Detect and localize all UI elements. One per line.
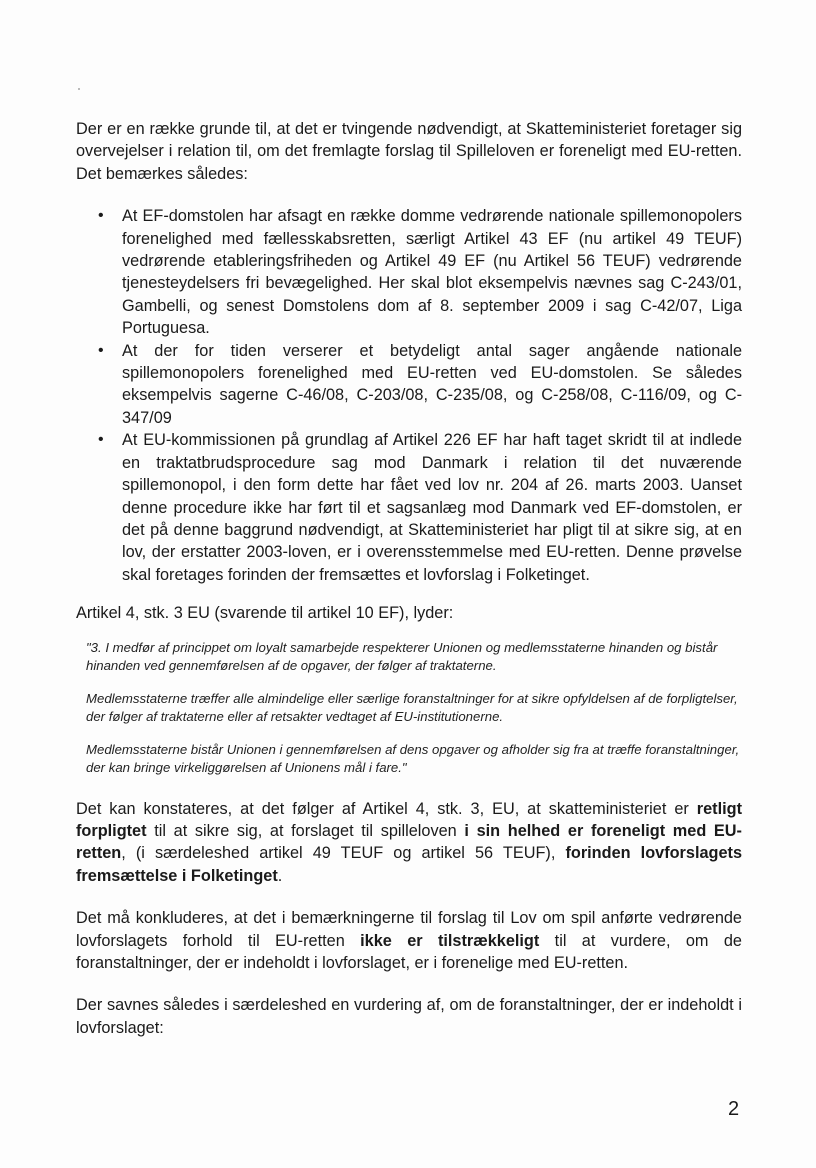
emphasis: ikke er tilstrækkeligt: [360, 931, 540, 950]
emphasis: forinden lovforslagets fremsættelse i Folketinget: [76, 844, 743, 885]
bullet-icon: •: [98, 207, 104, 225]
bullet-item: • At EF-domstolen har afsagt en række domme vedrørende nationale spillemonopolers forenelighed med fællesskabsretten, særligt Artikel 43 EF (nu artikel 49 TEUF) vedrørende etableringsfriheden og Artikel 49 EF (nu Artikel 56 TEUF) vedrørende tjenesteydelsers fri bevægelighed. Her skal blot eksempelvis nævnes sag C-243/01, Gambelli, og senest Domstolens dom af 8. september 2009 i sag C-42/07, Liga Portuguesa.: [98, 207, 742, 338]
quote-paragraph: Medlemsstaterne bistår Unionen i gennemførelsen af dens opgaver og afholder sig fra at træffe foranstaltninger, der kan bringe virkeliggørelsen af Unionens mål i fare.": [86, 741, 740, 776]
emphasis: retligt forpligtet: [76, 799, 742, 840]
bullet-item: • At der for tiden verserer et betydeligt antal sager angående nationale spillemonopolers forenelighed med EU-retten ved EU-domstolen. Se således eksempelvis sagerne C-46/08, C-203/08, C-235/08, og C-258/08, C-116/09, og C-347/09: [98, 341, 742, 427]
intro-paragraph: Der er en række grunde til, at det er tvingende nødvendigt, at Skatteministeriet foretager sig overvejelser i relation til, om det fremlagte forslag til Spilleloven er foreneligt med EU-retten. Det bemærkes således:: [76, 120, 742, 183]
quoted-article: [86, 639, 742, 778]
quote-paragraph: Medlemsstaterne træffer alle almindelige eller særlige foranstaltninger for at sikre opfyldelsen af de forpligtelser, der følger af traktaterne eller af retsakter vedtaget af EU-institutionerne.: [86, 690, 738, 725]
bullet-icon: •: [98, 431, 104, 449]
quote-lead: Artikel 4, stk. 3 EU (svarende til artikel 10 EF), lyder:: [76, 604, 454, 623]
page-number: 2: [728, 1098, 740, 1120]
page-content: [76, 118, 742, 1039]
bullet-item: • At EU-kommissionen på grundlag af Artikel 226 EF har haft taget skridt til at indlede en traktatbrudsprocedure sag mod Danmark i relation til det nuværende spillemonopol, i den form dette har fået ved lov nr. 204 af 26. marts 2003. Uanset denne procedure ikke har ført til et sagsanlæg mod Danmark ved EF-domstolen, er det på denne baggrund nødvendigt, at Skatteministeriet har pligt til at sikre sig, at en lov, der erstatter 2003-loven, er i overensstemmelse med EU-retten. Denne prøvelse skal foretages forinden der fremsættes et lovforslag i Folketinget.: [98, 431, 742, 584]
bullet-icon: •: [98, 341, 104, 359]
conclusion-paragraph-1: Det kan konstateres, at det følger af Artikel 4, stk. 3, EU, at skatteministeriet er retligt forpligtet til at sikre sig, at forslaget til spilleloven i sin helhed er foreneligt med EU-retten, (i særdeleshed artikel 49 TEUF og artikel 56 TEUF), forinden lovforslagets fremsættelse i Folketinget.: [76, 799, 743, 885]
conclusion-paragraph-2: Det må konkluderes, at det i bemærkningerne til forslag til Lov om spil anførte vedrørende lovforslagets forhold til EU-retten ikke er tilstrækkeligt til at vurdere, om de foranstaltninger, der er indeholdt i lovforslaget, er i forenelige med EU-retten.: [76, 909, 742, 972]
emphasis: i sin helhed er foreneligt med EU-retten: [76, 821, 742, 863]
scan-speck: [78, 88, 80, 90]
conclusion-paragraph-3: Der savnes således i særdeleshed en vurdering af, om de foranstaltninger, der er indeholdt i lovforslaget:: [76, 996, 742, 1037]
quote-paragraph: "3. I medfør af princippet om loyalt samarbejde respekterer Unionen og medlemsstaterne hinanden og bistår hinanden ved gennemførelsen af de opgaver, der følger af traktaterne.: [86, 639, 718, 674]
bullet-list: [76, 205, 742, 586]
